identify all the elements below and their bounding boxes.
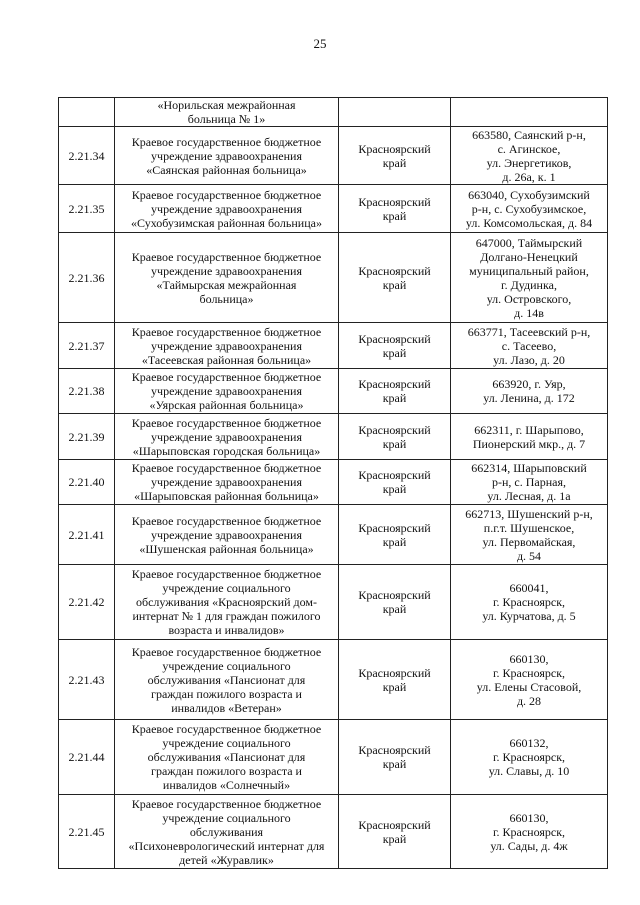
region-cell	[339, 98, 451, 127]
table-row	[59, 460, 608, 505]
address-cell	[451, 795, 608, 869]
row-number-cell	[59, 565, 115, 640]
region-cell	[339, 127, 451, 185]
address-cell	[451, 127, 608, 185]
address-cell	[451, 323, 608, 369]
region: Красноярский край	[358, 588, 431, 616]
address: 647000, Таймырский Долгано-Ненецкий муниципальный район, г. Дудинка, ул. Островского, д. 14в	[469, 235, 589, 320]
region-cell	[339, 640, 451, 720]
institution-name-cell	[115, 505, 339, 565]
region: Красноярский край	[358, 194, 431, 223]
row-number: 2.21.39	[68, 429, 105, 444]
region: Красноярский край	[358, 743, 431, 771]
row-number-cell	[59, 795, 115, 869]
address-cell	[451, 414, 608, 460]
row-number-cell	[59, 323, 115, 369]
region: Красноярский край	[358, 520, 431, 549]
institution-name: Краевое государственное бюджетное учреждение здравоохранения «Сухобузимская районная больница»	[131, 187, 322, 230]
institution-name: Краевое государственное бюджетное учреждение здравоохранения «Таймырская межрайонная больница»	[131, 249, 322, 306]
table-row	[59, 369, 608, 414]
row-number: 2.21.42	[68, 595, 105, 609]
row-number-cell	[59, 720, 115, 795]
row-number: 2.21.40	[68, 475, 105, 489]
row-number: 2.21.38	[68, 384, 105, 398]
address: 662314, Шарыповский р-н, с. Парная, ул. Лесная, д. 1а	[471, 461, 587, 503]
table-row	[59, 127, 608, 185]
institution-name: Краевое государственное бюджетное учреждение социального обслуживания «Пансионат для граждан пожилого возраста и инвалидов «Солнечный»	[131, 722, 322, 792]
institution-name: Краевое государственное бюджетное учреждение здравоохранения «Саянская районная больница»	[131, 134, 322, 177]
institution-name-cell	[115, 185, 339, 233]
institution-name-cell	[115, 565, 339, 640]
institution-name: Краевое государственное бюджетное учреждение здравоохранения «Уярская районная больница»	[131, 370, 322, 412]
table-row	[59, 323, 608, 369]
address: 663580, Саянский р-н, с. Агинское, ул. Энергетиков, д. 26а, к. 1	[472, 127, 586, 184]
row-number-cell	[59, 640, 115, 720]
address: 660041, г. Красноярск, ул. Курчатова, д. 5	[482, 581, 576, 623]
table-row	[59, 233, 608, 323]
address-cell	[451, 720, 608, 795]
region: Красноярский край	[358, 817, 431, 846]
row-number-cell	[59, 185, 115, 233]
table-row	[59, 720, 608, 795]
address-cell	[451, 369, 608, 414]
address-cell	[451, 98, 608, 127]
region-cell	[339, 414, 451, 460]
region-cell	[339, 185, 451, 233]
page-number: 25	[313, 36, 327, 51]
table-row	[59, 98, 608, 127]
institution-name: Краевое государственное бюджетное учреждение здравоохранения «Шарыповская городская больница»	[131, 415, 322, 458]
address: 662311, г. Шарыпово, Пионерский мкр., д. 7	[472, 422, 586, 451]
row-number: 2.21.45	[68, 824, 105, 839]
region-cell	[339, 233, 451, 323]
table-row	[59, 795, 608, 869]
institution-name: Краевое государственное бюджетное учреждение здравоохранения «Шушенская районная больница»	[131, 513, 322, 556]
address-cell	[451, 233, 608, 323]
institution-name: «Норильская межрайонная больница № 1»	[157, 98, 296, 126]
row-number: 2.21.34	[68, 148, 105, 163]
address-cell	[451, 640, 608, 720]
address-cell	[451, 460, 608, 505]
row-number: 2.21.37	[68, 338, 105, 353]
row-number-cell	[59, 127, 115, 185]
region: Красноярский край	[358, 468, 431, 496]
institution-name: Краевое государственное бюджетное учреждение здравоохранения «Тасеевская районная больница»	[131, 324, 322, 367]
region: Красноярский край	[358, 422, 431, 451]
row-number-cell	[59, 369, 115, 414]
region: Красноярский край	[358, 141, 431, 170]
address: 663920, г. Уяр, ул. Ленина, д. 172	[483, 377, 575, 405]
address-cell	[451, 505, 608, 565]
institution-name-cell	[115, 369, 339, 414]
region-cell	[339, 795, 451, 869]
address: 663771, Тасеевский р-н, с. Тасеево, ул. Лазо, д. 20	[467, 324, 591, 367]
address: 663040, Сухобузимский р-н, с. Сухобузимское, ул. Комсомольская, д. 84	[465, 187, 593, 230]
institution-name-cell	[115, 127, 339, 185]
institution-name: Краевое государственное бюджетное учреждение здравоохранения «Шарыповская районная больница»	[131, 461, 322, 503]
institution-name-cell	[115, 98, 339, 127]
institution-name-cell	[115, 323, 339, 369]
address: 662713, Шушенский р-н, п.г.т. Шушенское, ул. Первомайская, д. 54	[465, 506, 593, 563]
institution-name-cell	[115, 795, 339, 869]
institution-name-cell	[115, 233, 339, 323]
institution-name-cell	[115, 414, 339, 460]
region: Красноярский край	[358, 377, 431, 405]
table-row	[59, 565, 608, 640]
region-cell	[339, 505, 451, 565]
region-cell	[339, 460, 451, 505]
address-cell	[451, 565, 608, 640]
table-row	[59, 640, 608, 720]
row-number: 2.21.41	[68, 527, 105, 542]
row-number: 2.21.36	[68, 270, 105, 285]
region-cell	[339, 720, 451, 795]
row-number: 2.21.44	[68, 750, 105, 764]
region-cell	[339, 565, 451, 640]
region: Красноярский край	[358, 665, 431, 694]
row-number-cell	[59, 414, 115, 460]
table-row	[59, 185, 608, 233]
row-number-cell	[59, 460, 115, 505]
institution-name-cell	[115, 720, 339, 795]
address: 660130, г. Красноярск, ул. Сады, д. 4ж	[490, 810, 568, 853]
row-number-cell	[59, 98, 115, 127]
address: 660132, г. Красноярск, ул. Славы, д. 10	[488, 736, 570, 778]
institution-name: Краевое государственное бюджетное учреждение социального обслуживания «Психоневрологический интернат для детей «Журавлик»	[128, 796, 325, 867]
institutions-table	[58, 97, 608, 869]
row-number: 2.21.35	[68, 201, 105, 216]
row-number-cell	[59, 505, 115, 565]
institution-name: Краевое государственное бюджетное учреждение социального обслуживания «Красноярский дом- интернат № 1 для граждан пожилого возраста и инвалидов»	[131, 567, 322, 637]
region: Красноярский край	[358, 331, 431, 360]
institution-name-cell	[115, 460, 339, 505]
region: Красноярский край	[358, 263, 431, 292]
table-row	[59, 414, 608, 460]
institution-name-cell	[115, 640, 339, 720]
institution-name: Краевое государственное бюджетное учреждение социального обслуживания «Пансионат для граждан пожилого возраста и инвалидов «Ветеран»	[131, 644, 322, 715]
address-cell	[451, 185, 608, 233]
row-number: 2.21.43	[68, 672, 105, 687]
region-cell	[339, 369, 451, 414]
table-row	[59, 505, 608, 565]
region-cell	[339, 323, 451, 369]
row-number-cell	[59, 233, 115, 323]
address: 660130, г. Красноярск, ул. Елены Стасовой, д. 28	[476, 651, 582, 708]
